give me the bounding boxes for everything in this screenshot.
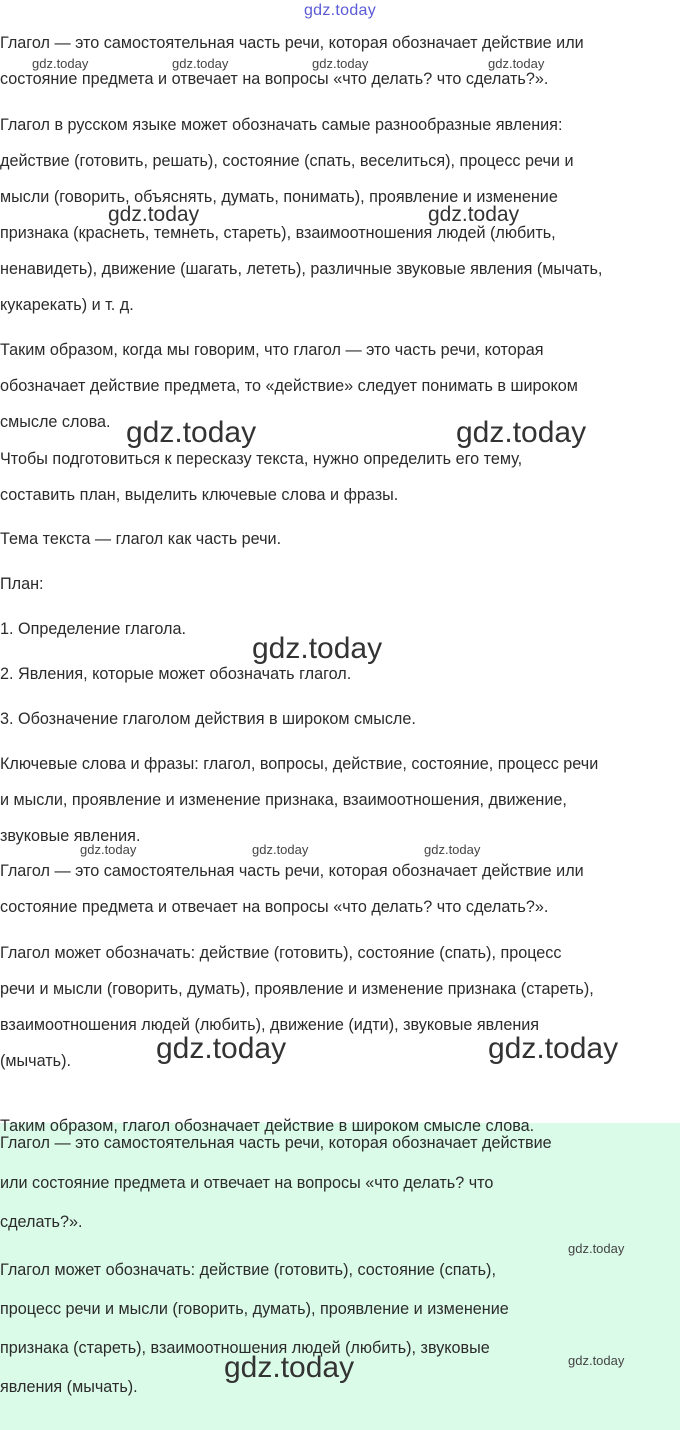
text-line: 2. Явления, которые может обозначать глагол. (0, 665, 352, 683)
text-line: и мысли, проявление и изменение признака, взаимоотношения, движение, (0, 791, 567, 809)
text-line: кукарекать) и т. д. (0, 296, 134, 314)
watermark-text: gdz.today (312, 56, 369, 71)
text-line: обозначает действие предмета, то «действие» следует понимать в широком (0, 377, 578, 395)
text-line: сделать?». (0, 1213, 83, 1231)
watermark-text: gdz.today (568, 1353, 625, 1368)
text-line: Глагол может обозначать: действие (готовить), состояние (спать), процесс (0, 944, 562, 962)
text-line: 3. Обозначение глаголом действия в широком смысле. (0, 710, 416, 728)
watermark-text: gdz.today (488, 56, 545, 71)
text-line: (мычать). (0, 1052, 71, 1070)
watermark-text: gdz.today (156, 1032, 287, 1065)
text-line: состояние предмета и отвечает на вопросы «что делать? что сделать?». (0, 898, 549, 916)
text-line: Глагол — это самостоятельная часть речи, которая обозначает действие или (0, 34, 584, 52)
watermark-text: gdz.today (108, 203, 200, 226)
text-line: Чтобы подготовиться к пересказу текста, нужно определить его тему, (0, 450, 523, 468)
text-line: состояние предмета и отвечает на вопросы «что делать? что сделать?». (0, 70, 549, 88)
text-line: смысле слова. (0, 413, 111, 431)
text-line: Глагол в русском языке может обозначать самые разнообразные явления: (0, 116, 563, 134)
watermark-text: gdz.today (80, 842, 137, 857)
text-line: звуковые явления. (0, 827, 141, 845)
text-line: Ключевые слова и фразы: глагол, вопросы, действие, состояние, процесс речи (0, 755, 599, 773)
text-line: Глагол может обозначать: действие (готовить), состояние (спать), (0, 1261, 496, 1279)
text-line: Тема текста — глагол как часть речи. (0, 530, 282, 548)
watermark-text: gdz.today (32, 56, 89, 71)
text-line: речи и мысли (говорить, думать), проявление и изменение признака (стареть), (0, 980, 594, 998)
watermark-text: gdz.today (428, 203, 520, 226)
watermark-text: gdz.today (252, 632, 383, 665)
text-line: Таким образом, глагол обозначает действие в широком смысле слова. (0, 1117, 535, 1135)
text-line: или состояние предмета и отвечает на вопросы «что делать? что (0, 1173, 494, 1192)
watermark-text: gdz.today (224, 1351, 355, 1384)
watermark-text: gdz.today (488, 1032, 619, 1065)
text-line: Глагол — это самостоятельная часть речи, которая обозначает действие (0, 1134, 552, 1152)
watermark-text: gdz.today (126, 416, 257, 449)
text-line: составить план, выделить ключевые слова и фразы. (0, 486, 399, 504)
watermark-text: gdz.today (424, 842, 481, 857)
text-line: явления (мычать). (0, 1378, 138, 1396)
watermark-text: gdz.today (252, 842, 309, 857)
text-line: действие (готовить, решать), состояние (спать, веселиться), процесс речи и (0, 152, 574, 170)
watermark-text: gdz.today (568, 1241, 625, 1256)
text-line: взаимоотношения людей (любить), движение (идти), звуковые явления (0, 1016, 540, 1034)
text-line: 1. Определение глагола. (0, 620, 186, 638)
site-watermark-header: gdz.today (303, 2, 377, 19)
text-line: ненавидеть), движение (шагать, лететь), различные звуковые явления (мычать, (0, 260, 603, 278)
watermark-text: gdz.today (456, 416, 587, 449)
text-line: Таким образом, когда мы говорим, что глагол — это часть речи, которая (0, 341, 544, 359)
text-line: План: (0, 575, 44, 593)
text-line: признака (стареть), взаимоотношения людей (любить), звуковые (0, 1339, 490, 1357)
text-line: процесс речи и мысли (говорить, думать), проявление и изменение (0, 1300, 509, 1318)
text-line: Глагол — это самостоятельная часть речи, которая обозначает действие или (0, 862, 584, 880)
watermark-text: gdz.today (172, 56, 229, 71)
text-line: признака (краснеть, темнеть, стареть), взаимоотношения людей (любить, (0, 224, 556, 242)
text-line: мысли (говорить, объяснять, думать, понимать), проявление и изменение (0, 188, 558, 206)
